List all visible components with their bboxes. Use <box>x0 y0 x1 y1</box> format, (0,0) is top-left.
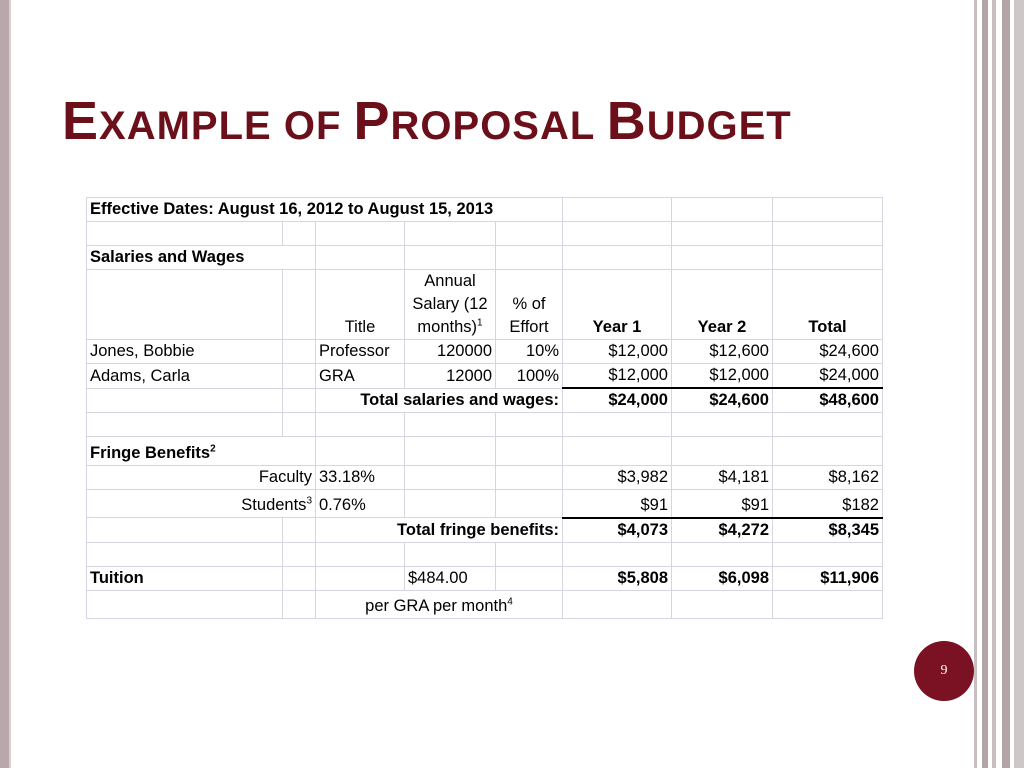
header-effort: % of Effort <box>496 270 563 340</box>
total-fringe-row <box>87 518 883 543</box>
staff-name: Adams, Carla <box>87 364 283 389</box>
tuition-note-row <box>87 590 883 618</box>
total-fringe-year1: $4,073 <box>563 518 672 543</box>
staff-name: Jones, Bobbie <box>87 340 283 364</box>
blank-row <box>87 222 883 246</box>
fringe-total: $182 <box>773 490 883 518</box>
table-row <box>87 364 883 389</box>
total-salaries-label: Total salaries and wages: <box>316 388 563 413</box>
fringe-year2: $91 <box>672 490 773 518</box>
fringe-rate: 33.18% <box>316 466 405 490</box>
total-fringe-label: Total fringe benefits: <box>316 518 563 543</box>
fringe-year2: $4,181 <box>672 466 773 490</box>
staff-effort: 10% <box>496 340 563 364</box>
tuition-label: Tuition <box>87 566 283 590</box>
blank-row <box>87 542 883 566</box>
staff-salary: 120000 <box>405 340 496 364</box>
total-fringe-total: $8,345 <box>773 518 883 543</box>
budget-table <box>86 197 883 619</box>
staff-title: Professor <box>316 340 405 364</box>
right-decor-stripes <box>974 0 1024 768</box>
effective-dates: Effective Dates: August 16, 2012 to August 15, 2013 <box>87 198 563 222</box>
fringe-year1: $3,982 <box>563 466 672 490</box>
fringe-total: $8,162 <box>773 466 883 490</box>
tuition-row <box>87 566 883 590</box>
total-salaries-row <box>87 388 883 413</box>
column-header-row <box>87 270 883 340</box>
header-year2: Year 2 <box>672 270 773 340</box>
table-row <box>87 466 883 490</box>
staff-year2: $12,000 <box>672 364 773 389</box>
header-title: Title <box>316 270 405 340</box>
fringe-heading: Fringe Benefits$^2$ <box>87 437 316 466</box>
tuition-note: per GRA per month$^4$ <box>316 590 563 618</box>
total-fringe-year2: $4,272 <box>672 518 773 543</box>
total-salaries-year1: $24,000 <box>563 388 672 413</box>
page-number-badge <box>914 641 974 701</box>
page-number: 9 <box>940 663 948 678</box>
staff-title: GRA <box>316 364 405 389</box>
slide-title: EXAMPLE OF PROPOSAL BUDGET <box>62 91 792 151</box>
salaries-heading-row <box>87 246 883 270</box>
tuition-year2: $6,098 <box>672 566 773 590</box>
left-decor-bar <box>0 0 9 768</box>
fringe-year1: $91 <box>563 490 672 518</box>
total-salaries-year2: $24,600 <box>672 388 773 413</box>
tuition-year1: $5,808 <box>563 566 672 590</box>
tuition-amount: $484.00 <box>405 566 496 590</box>
salaries-heading: Salaries and Wages <box>87 246 316 270</box>
table-row <box>87 490 883 518</box>
left-decor-line <box>9 0 11 768</box>
blank-row <box>87 413 883 437</box>
fringe-label: Students$^3$ <box>87 490 316 518</box>
table-row <box>87 340 883 364</box>
total-salaries-total: $48,600 <box>773 388 883 413</box>
fringe-heading-row <box>87 437 883 466</box>
effective-dates-row <box>87 198 883 222</box>
staff-total: $24,600 <box>773 340 883 364</box>
staff-year1: $12,000 <box>563 340 672 364</box>
staff-year1: $12,000 <box>563 364 672 389</box>
header-annual-salary: Annual Salary (12 months)$^1$ <box>405 270 496 340</box>
fringe-rate: 0.76% <box>316 490 405 518</box>
staff-effort: 100% <box>496 364 563 389</box>
header-total: Total <box>773 270 883 340</box>
fringe-label: Faculty <box>87 466 316 490</box>
tuition-total: $11,906 <box>773 566 883 590</box>
staff-year2: $12,600 <box>672 340 773 364</box>
staff-salary: 12000 <box>405 364 496 389</box>
staff-total: $24,000 <box>773 364 883 389</box>
header-year1: Year 1 <box>563 270 672 340</box>
